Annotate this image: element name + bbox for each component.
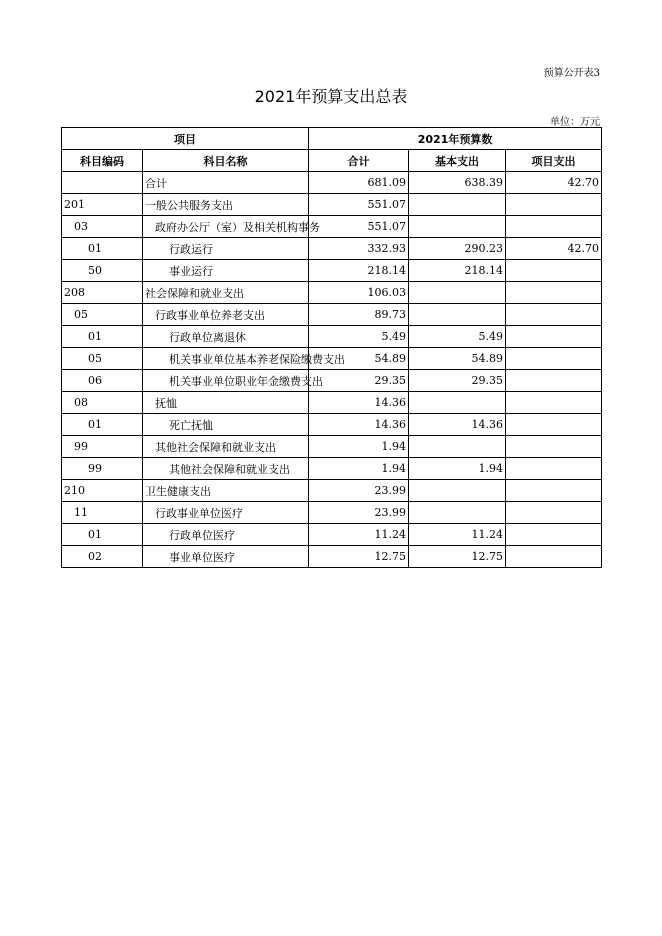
cell-total: 332.93 [309, 238, 409, 260]
cell-project [506, 370, 602, 392]
cell-basic: 638.39 [409, 172, 506, 194]
budget-expenditure-table [61, 127, 602, 568]
table-row [62, 392, 602, 414]
cell-project [506, 414, 602, 436]
cell-code: 99 [62, 458, 143, 480]
table-row [62, 546, 602, 568]
cell-name: 一般公共服务支出 [143, 194, 309, 216]
cell-total: 12.75 [309, 546, 409, 568]
cell-total: 1.94 [309, 458, 409, 480]
header-total: 合计 [309, 150, 409, 172]
cell-name: 行政事业单位医疗 [143, 502, 309, 524]
cell-project [506, 502, 602, 524]
cell-project [506, 194, 602, 216]
table-row [62, 194, 602, 216]
cell-name: 行政单位离退休 [143, 326, 309, 348]
cell-name: 事业单位医疗 [143, 546, 309, 568]
cell-total: 218.14 [309, 260, 409, 282]
cell-total: 551.07 [309, 194, 409, 216]
cell-code: 05 [62, 348, 143, 370]
cell-name: 死亡抚恤 [143, 414, 309, 436]
cell-total: 681.09 [309, 172, 409, 194]
cell-name: 合计 [143, 172, 309, 194]
cell-project [506, 392, 602, 414]
cell-code: 02 [62, 546, 143, 568]
table-row [62, 304, 602, 326]
cell-basic [409, 436, 506, 458]
page-title: 2021年预算支出总表 [254, 87, 408, 106]
cell-project [506, 260, 602, 282]
table-row [62, 436, 602, 458]
cell-name: 行政运行 [143, 238, 309, 260]
table-row [62, 216, 602, 238]
table-row [62, 370, 602, 392]
cell-basic: 12.75 [409, 546, 506, 568]
cell-name: 其他社会保障和就业支出 [143, 436, 309, 458]
cell-basic [409, 480, 506, 502]
cell-name: 行政单位医疗 [143, 524, 309, 546]
cell-code: 03 [62, 216, 143, 238]
cell-name: 社会保障和就业支出 [143, 282, 309, 304]
cell-basic: 5.49 [409, 326, 506, 348]
cell-name: 抚恤 [143, 392, 309, 414]
cell-basic [409, 282, 506, 304]
cell-total: 23.99 [309, 502, 409, 524]
cell-project [506, 458, 602, 480]
header-project: 项目支出 [506, 150, 602, 172]
cell-code: 99 [62, 436, 143, 458]
cell-code: 01 [62, 326, 143, 348]
cell-project [506, 436, 602, 458]
header-row-1 [62, 128, 602, 150]
cell-total: 29.35 [309, 370, 409, 392]
header-budget-group: 2021年预算数 [309, 128, 602, 150]
cell-project [506, 480, 602, 502]
cell-code: 201 [62, 194, 143, 216]
cell-basic [409, 304, 506, 326]
cell-basic: 54.89 [409, 348, 506, 370]
table-row [62, 502, 602, 524]
cell-name: 机关事业单位基本养老保险缴费支出 [143, 348, 309, 370]
cell-total: 11.24 [309, 524, 409, 546]
cell-project [506, 282, 602, 304]
cell-name: 机关事业单位职业年金缴费支出 [143, 370, 309, 392]
cell-basic [409, 216, 506, 238]
cell-project: 42.70 [506, 172, 602, 194]
header-item: 项目 [62, 128, 309, 150]
cell-name: 政府办公厅（室）及相关机构事务 [143, 216, 309, 238]
table-row [62, 326, 602, 348]
cell-basic [409, 502, 506, 524]
cell-project: 42.70 [506, 238, 602, 260]
cell-project [506, 216, 602, 238]
cell-code [62, 172, 143, 194]
cell-code: 05 [62, 304, 143, 326]
table-row [62, 480, 602, 502]
table-row [62, 282, 602, 304]
cell-name: 事业运行 [143, 260, 309, 282]
cell-basic: 290.23 [409, 238, 506, 260]
table-row [62, 260, 602, 282]
cell-code: 01 [62, 238, 143, 260]
cell-name: 其他社会保障和就业支出 [143, 458, 309, 480]
cell-code: 08 [62, 392, 143, 414]
unit-label: 单位：万元 [550, 117, 600, 128]
cell-code: 208 [62, 282, 143, 304]
cell-code: 210 [62, 480, 143, 502]
header-name: 科目名称 [143, 150, 309, 172]
header-basic: 基本支出 [409, 150, 506, 172]
cell-basic: 218.14 [409, 260, 506, 282]
cell-total: 551.07 [309, 216, 409, 238]
cell-basic [409, 194, 506, 216]
cell-basic [409, 392, 506, 414]
cell-name: 行政事业单位养老支出 [143, 304, 309, 326]
cell-total: 5.49 [309, 326, 409, 348]
cell-project [506, 524, 602, 546]
cell-code: 11 [62, 502, 143, 524]
cell-code: 01 [62, 414, 143, 436]
table-row [62, 348, 602, 370]
table-row [62, 414, 602, 436]
cell-code: 01 [62, 524, 143, 546]
table-row [62, 238, 602, 260]
cell-total: 23.99 [309, 480, 409, 502]
cell-total: 14.36 [309, 392, 409, 414]
cell-basic: 1.94 [409, 458, 506, 480]
header-code: 科目编码 [62, 150, 143, 172]
cell-total: 54.89 [309, 348, 409, 370]
table-number-label: 预算公开表3 [543, 68, 600, 79]
cell-total: 89.73 [309, 304, 409, 326]
cell-project [506, 304, 602, 326]
cell-total: 106.03 [309, 282, 409, 304]
cell-code: 06 [62, 370, 143, 392]
cell-basic: 14.36 [409, 414, 506, 436]
cell-total: 1.94 [309, 436, 409, 458]
cell-project [506, 546, 602, 568]
cell-project [506, 348, 602, 370]
table-row [62, 172, 602, 194]
cell-code: 50 [62, 260, 143, 282]
cell-basic: 11.24 [409, 524, 506, 546]
cell-total: 14.36 [309, 414, 409, 436]
table-row [62, 458, 602, 480]
header-row-2 [62, 150, 602, 172]
table-row [62, 524, 602, 546]
cell-name: 卫生健康支出 [143, 480, 309, 502]
cell-project [506, 326, 602, 348]
cell-basic: 29.35 [409, 370, 506, 392]
